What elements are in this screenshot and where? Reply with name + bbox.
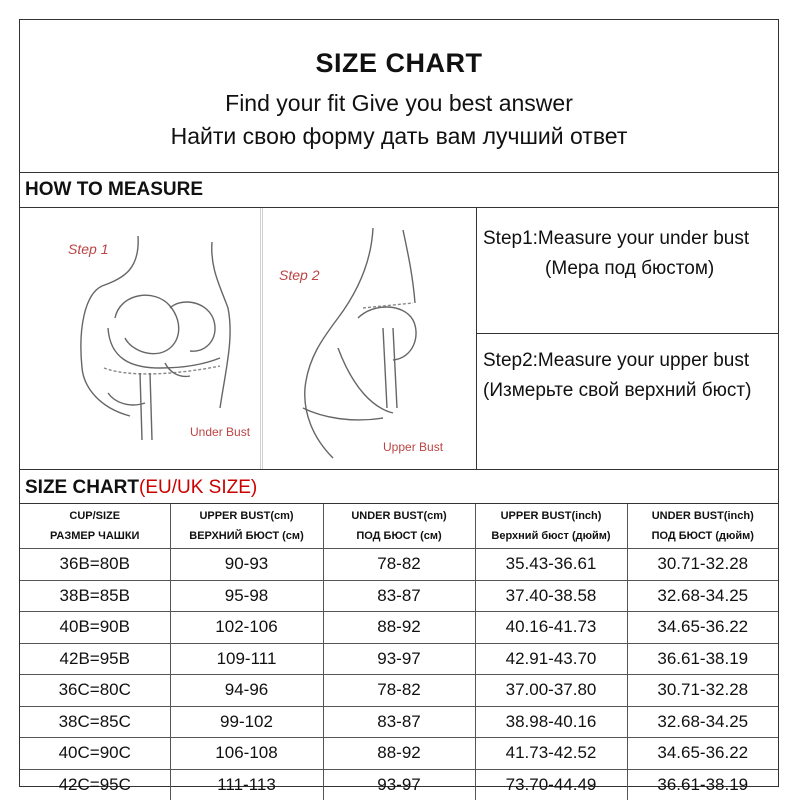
under-bust-illustration [20, 208, 261, 469]
column-header: UNDER BUST(inch) ПОД БЮСТ (дюйм) [627, 504, 778, 549]
table-cell: 42B=95B [20, 643, 170, 675]
table-cell: 40.16-41.73 [475, 612, 627, 644]
size-chart-heading [20, 470, 778, 504]
table-cell: 41.73-42.52 [475, 738, 627, 770]
under-bust-caption: Under Bust [190, 425, 251, 439]
upper-bust-caption: Upper Bust [383, 440, 444, 454]
table-cell: 36B=80B [20, 549, 170, 581]
table-cell: 102-106 [170, 612, 323, 644]
table-cell: 38B=85B [20, 580, 170, 612]
table-cell: 36.61-38.19 [627, 643, 778, 675]
table-row [20, 580, 778, 612]
page-title: SIZE CHART [315, 48, 483, 78]
table-cell: 106-108 [170, 738, 323, 770]
table-cell: 37.40-38.58 [475, 580, 627, 612]
table-cell: 36C=80C [20, 675, 170, 707]
table-cell: 78-82 [323, 675, 475, 707]
table-row [20, 675, 778, 707]
size-chart-frame [19, 19, 779, 794]
table-cell: 94-96 [170, 675, 323, 707]
table-cell: 40C=90C [20, 738, 170, 770]
table-header-row [20, 504, 778, 549]
table-cell: 42C=95C [20, 769, 170, 800]
column-header: UPPER BUST(inch) Верхний бюст (дюйм) [475, 504, 627, 549]
table-row [20, 706, 778, 738]
table-cell: 111-113 [170, 769, 323, 800]
how-to-measure-heading: HOW TO MEASURE [20, 172, 778, 208]
table-cell: 93-97 [323, 643, 475, 675]
table-row [20, 643, 778, 675]
upper-bust-illustration [262, 208, 477, 469]
size-chart-heading-accent: (EU/UK SIZE) [139, 477, 258, 498]
measure-area [20, 208, 778, 470]
under-bust-figure-icon [20, 208, 260, 469]
table-cell: 30.71-32.28 [627, 675, 778, 707]
step2-instruction: Step2:Measure your upper bust (Измерьте свой верхний бюст) [483, 350, 752, 401]
table-cell: 37.00-37.80 [475, 675, 627, 707]
table-cell: 73.70-44.49 [475, 769, 627, 800]
size-chart-heading-main: SIZE CHART [25, 477, 139, 498]
table-cell: 38.98-40.16 [475, 706, 627, 738]
measure-steps [476, 208, 778, 469]
header [20, 20, 778, 173]
step1-text: Step1:Measure your under bust [483, 228, 750, 249]
column-header: CUP/SIZE РАЗМЕР ЧАШКИ [20, 504, 170, 549]
step1-instruction [477, 208, 778, 334]
table-cell: 88-92 [323, 738, 475, 770]
table-cell: 88-92 [323, 612, 475, 644]
column-header: UNDER BUST(cm) ПОД БЮСТ (см) [323, 504, 475, 549]
table-cell: 38C=85C [20, 706, 170, 738]
step1-image-label: Step 1 [68, 241, 109, 257]
table-cell: 99-102 [170, 706, 323, 738]
table-cell: 83-87 [323, 580, 475, 612]
table-row [20, 549, 778, 581]
table-cell: 90-93 [170, 549, 323, 581]
table-cell: 34.65-36.22 [627, 738, 778, 770]
table-cell: 32.68-34.25 [627, 580, 778, 612]
table-cell: 35.43-36.61 [475, 549, 627, 581]
table-cell: 36.61-38.19 [627, 769, 778, 800]
column-header: UPPER BUST(cm) ВЕРХНИЙ БЮСТ (см) [170, 504, 323, 549]
table-cell: 42.91-43.70 [475, 643, 627, 675]
table-cell: 40B=90B [20, 612, 170, 644]
table-cell: 83-87 [323, 706, 475, 738]
step2-image-label: Step 2 [279, 267, 320, 283]
table-cell: 32.68-34.25 [627, 706, 778, 738]
table-cell: 30.71-32.28 [627, 549, 778, 581]
table-cell: 34.65-36.22 [627, 612, 778, 644]
table-cell: 95-98 [170, 580, 323, 612]
table-cell: 93-97 [323, 769, 475, 800]
step1-russian: (Мера под бюстом) [545, 258, 715, 279]
table-row [20, 769, 778, 800]
table-row [20, 738, 778, 770]
size-table [20, 504, 778, 800]
table-row [20, 612, 778, 644]
table-cell: 78-82 [323, 549, 475, 581]
subtitle-russian: Найти свою форму дать вам лучший ответ [170, 123, 628, 149]
subtitle-english: Find your fit Give you best answer [225, 90, 573, 116]
upper-bust-figure-icon [263, 208, 477, 469]
table-cell: 109-111 [170, 643, 323, 675]
